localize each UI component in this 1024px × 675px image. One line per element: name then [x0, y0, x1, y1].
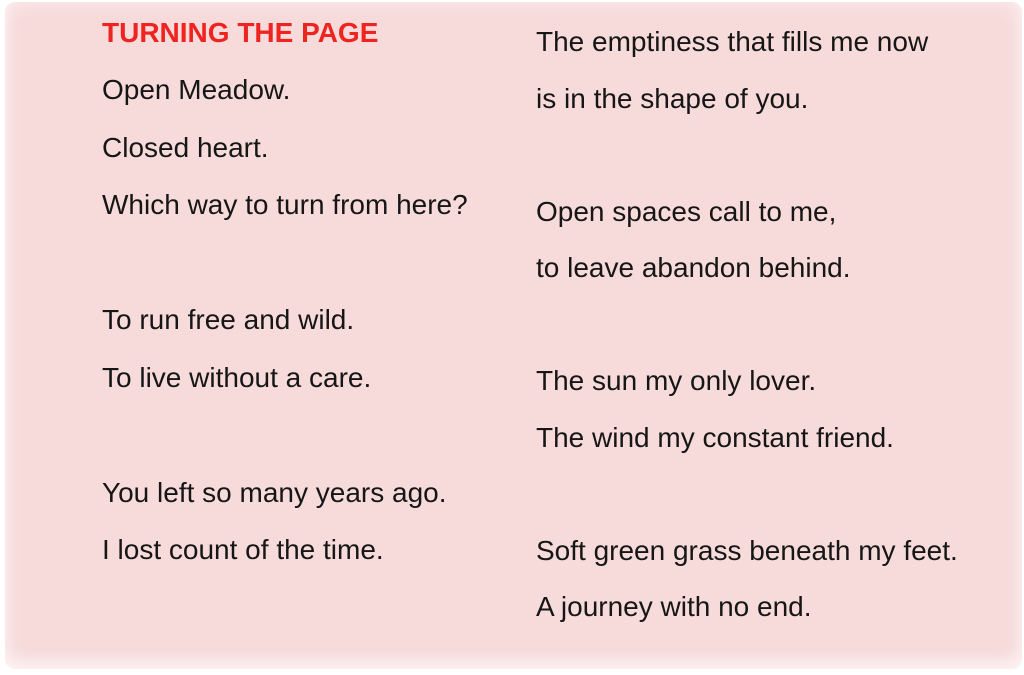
- poem-page: [5, 2, 1022, 669]
- poem-right-column: [536, 14, 958, 636]
- poem-line: To run free and wild.: [102, 304, 355, 336]
- poem-line: Open Meadow.: [102, 74, 291, 106]
- stanza-gap: [102, 234, 468, 292]
- poem-line: Which way to turn from here?: [102, 189, 468, 221]
- poem-line: is in the shape of you.: [536, 82, 809, 114]
- poem-left-column: [102, 4, 468, 579]
- stanza-gap: [536, 466, 958, 523]
- poem-title: TURNING THE PAGE: [102, 16, 379, 48]
- poem-line: A journey with no end.: [536, 591, 812, 623]
- poem-line: To live without a care.: [102, 361, 372, 393]
- poem-line: You left so many years ago.: [102, 476, 447, 508]
- poem-line: to leave abandon behind.: [536, 252, 851, 284]
- stanza-gap: [102, 407, 468, 465]
- poem-line: Open spaces call to me,: [536, 195, 837, 227]
- poem-line: I lost count of the time.: [102, 534, 384, 566]
- poem-line: The sun my only lover.: [536, 365, 817, 397]
- poem-line: The wind my constant friend.: [536, 421, 894, 453]
- stanza-gap: [536, 297, 958, 354]
- poem-line: The emptiness that fills me now: [536, 26, 929, 58]
- poem-line: Soft green grass beneath my feet.: [536, 534, 958, 566]
- poem-line: Closed heart.: [102, 131, 269, 163]
- stanza-gap: [536, 127, 958, 184]
